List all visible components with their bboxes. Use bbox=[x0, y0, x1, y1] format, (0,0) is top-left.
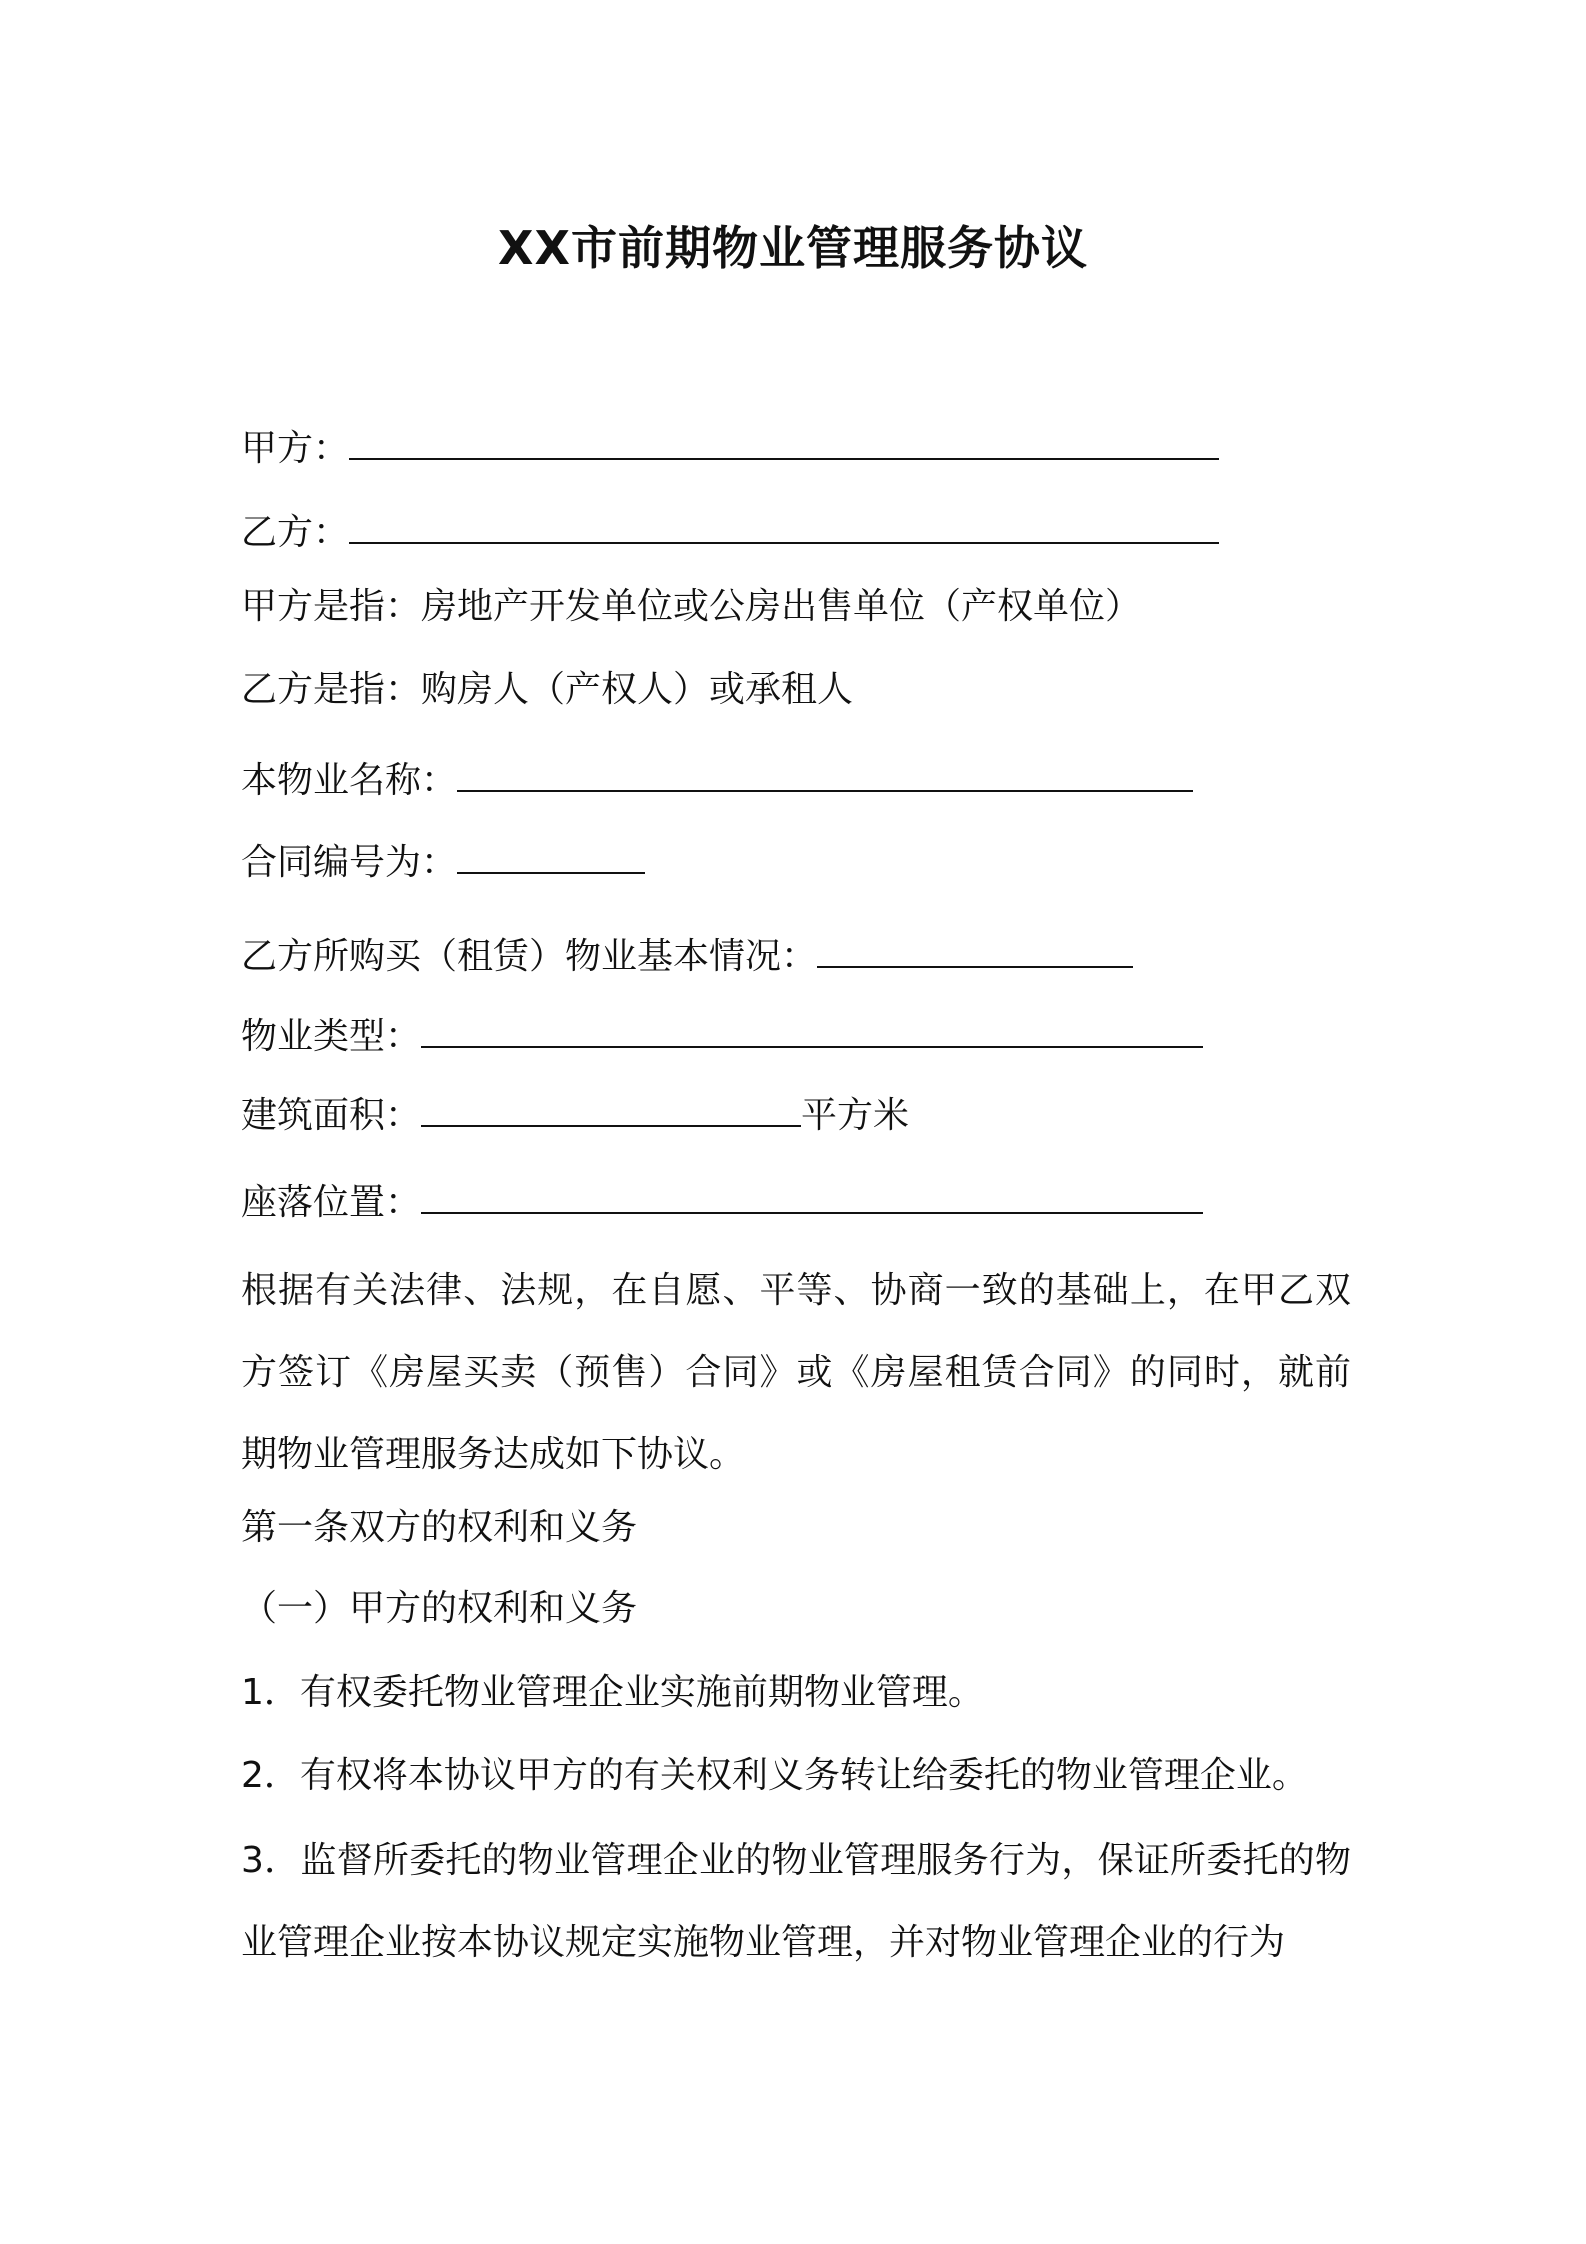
contract-number-blank[interactable] bbox=[457, 834, 645, 874]
location-label: 座落位置： bbox=[241, 1182, 422, 1223]
basic-info-label: 乙方所购买（租赁）物业基本情况： bbox=[241, 936, 818, 977]
property-name-blank[interactable] bbox=[457, 752, 1193, 792]
party-b-label: 乙方： bbox=[241, 512, 350, 553]
article-heading: 第一条双方的权利和义务 bbox=[241, 1507, 638, 1548]
property-name-line bbox=[241, 752, 1361, 806]
contract-number-line bbox=[241, 834, 1361, 888]
area-label: 建筑面积： bbox=[241, 1095, 422, 1136]
area-unit: 平方米 bbox=[801, 1095, 910, 1136]
party-a-definition: 甲方是指：房地产开发单位或公房出售单位（产权单位） bbox=[241, 586, 1142, 627]
party-b-blank[interactable] bbox=[349, 504, 1219, 544]
area-blank[interactable] bbox=[421, 1087, 801, 1127]
location-line bbox=[241, 1174, 1361, 1228]
list-item: 2．有权将本协议甲方的有关权利义务转让给委托的物业管理企业。 bbox=[241, 1755, 1308, 1796]
property-type-blank[interactable] bbox=[421, 1008, 1203, 1048]
party-b-line bbox=[241, 504, 1361, 558]
list-item: 1．有权委托物业管理企业实施前期物业管理。 bbox=[241, 1672, 984, 1713]
party-b-definition: 乙方是指：购房人（产权人）或承租人 bbox=[241, 669, 854, 710]
basic-info-line bbox=[241, 928, 1361, 982]
location-blank[interactable] bbox=[421, 1174, 1203, 1214]
preamble-paragraph: 根据有关法律、法规，在自愿、平等、协商一致的基础上，在甲乙双方签订《房屋买卖（预售）合同》或《房屋租赁合同》的同时，就前期物业管理服务达成如下协议。 bbox=[241, 1270, 1351, 1475]
party-a-line bbox=[241, 420, 1361, 474]
list-item: 3．监督所委托的物业管理企业的物业管理服务行为，保证所委托的物业管理企业按本协议规定实施物业管理，并对物业管理企业的行为 bbox=[241, 1840, 1351, 1963]
party-a-blank[interactable] bbox=[349, 420, 1219, 460]
area-line bbox=[241, 1087, 1361, 1141]
document-title: XX市前期物业管理服务协议 bbox=[498, 221, 1088, 275]
property-type-line bbox=[241, 1008, 1361, 1062]
property-type-label: 物业类型： bbox=[241, 1016, 422, 1057]
section-heading: （一）甲方的权利和义务 bbox=[241, 1588, 638, 1629]
basic-info-blank[interactable] bbox=[817, 928, 1133, 968]
contract-number-label: 合同编号为： bbox=[241, 842, 458, 883]
property-name-label: 本物业名称： bbox=[241, 760, 458, 801]
party-a-label: 甲方： bbox=[241, 428, 350, 469]
